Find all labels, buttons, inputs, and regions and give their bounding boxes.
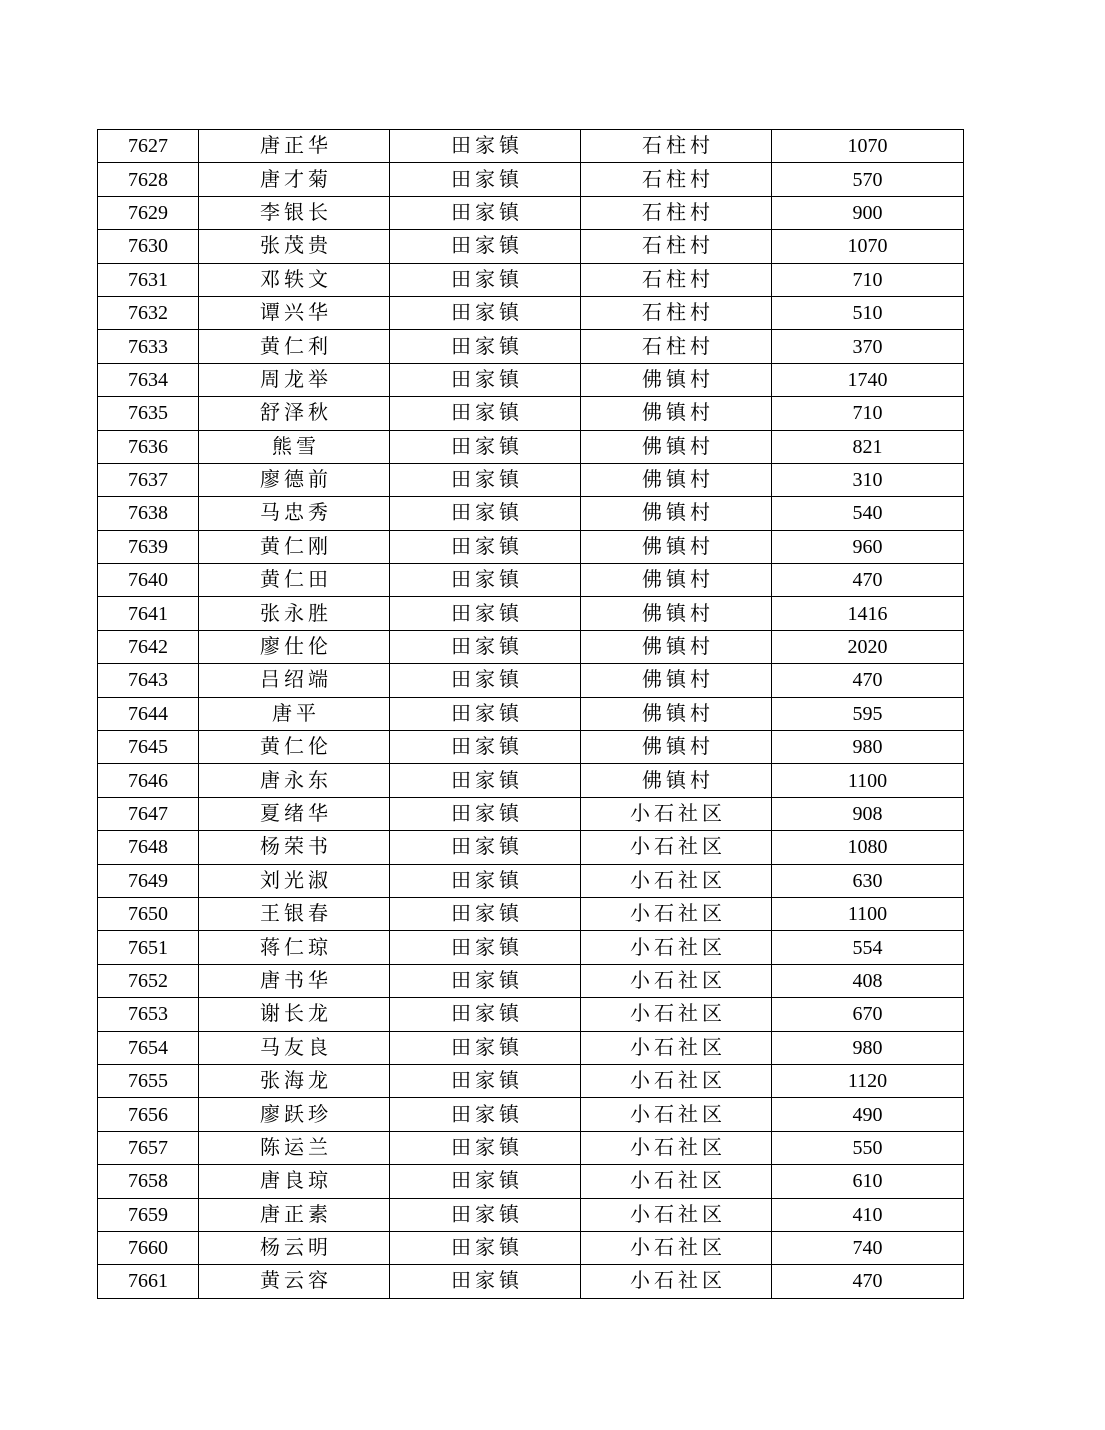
- cell-name: 杨荣书: [199, 831, 390, 864]
- cell-village: 石柱村: [581, 296, 772, 329]
- cell-name: 唐正华: [199, 130, 390, 163]
- cell-number: 7639: [98, 530, 199, 563]
- cell-number: 7635: [98, 397, 199, 430]
- table-row: [98, 897, 964, 930]
- cell-town: 田家镇: [390, 497, 581, 530]
- cell-number: 7650: [98, 897, 199, 930]
- cell-number: 7634: [98, 363, 199, 396]
- cell-number: 7629: [98, 196, 199, 229]
- cell-town: 田家镇: [390, 196, 581, 229]
- cell-village: 佛镇村: [581, 397, 772, 430]
- table-row: [98, 597, 964, 630]
- cell-village: 石柱村: [581, 263, 772, 296]
- cell-amount: 1120: [772, 1064, 964, 1097]
- cell-amount: 710: [772, 263, 964, 296]
- cell-town: 田家镇: [390, 1031, 581, 1064]
- cell-number: 7661: [98, 1265, 199, 1298]
- cell-town: 田家镇: [390, 664, 581, 697]
- cell-village: 小石社区: [581, 931, 772, 964]
- table-row: [98, 1198, 964, 1231]
- table-row: [98, 296, 964, 329]
- cell-name: 刘光淑: [199, 864, 390, 897]
- cell-number: 7643: [98, 664, 199, 697]
- cell-name: 黄云容: [199, 1265, 390, 1298]
- cell-number: 7644: [98, 697, 199, 730]
- table-row: [98, 497, 964, 530]
- cell-amount: 610: [772, 1165, 964, 1198]
- cell-number: 7657: [98, 1131, 199, 1164]
- cell-town: 田家镇: [390, 1165, 581, 1198]
- cell-number: 7637: [98, 463, 199, 496]
- cell-name: 廖跃珍: [199, 1098, 390, 1131]
- cell-amount: 980: [772, 1031, 964, 1064]
- cell-amount: 821: [772, 430, 964, 463]
- cell-name: 马忠秀: [199, 497, 390, 530]
- cell-amount: 470: [772, 664, 964, 697]
- cell-village: 石柱村: [581, 196, 772, 229]
- cell-name: 谢长龙: [199, 998, 390, 1031]
- cell-name: 唐才菊: [199, 163, 390, 196]
- cell-amount: 900: [772, 196, 964, 229]
- cell-name: 李银长: [199, 196, 390, 229]
- cell-amount: 310: [772, 463, 964, 496]
- cell-village: 佛镇村: [581, 430, 772, 463]
- cell-number: 7649: [98, 864, 199, 897]
- table-row: [98, 797, 964, 830]
- cell-village: 小石社区: [581, 1064, 772, 1097]
- cell-village: 小石社区: [581, 1198, 772, 1231]
- cell-number: 7632: [98, 296, 199, 329]
- cell-amount: 410: [772, 1198, 964, 1231]
- cell-town: 田家镇: [390, 296, 581, 329]
- cell-village: 佛镇村: [581, 463, 772, 496]
- data-table: [97, 129, 964, 1299]
- cell-village: 小石社区: [581, 1165, 772, 1198]
- cell-name: 唐平: [199, 697, 390, 730]
- cell-village: 小石社区: [581, 1031, 772, 1064]
- cell-number: 7645: [98, 731, 199, 764]
- cell-town: 田家镇: [390, 1131, 581, 1164]
- cell-village: 石柱村: [581, 163, 772, 196]
- cell-village: 小石社区: [581, 864, 772, 897]
- cell-town: 田家镇: [390, 864, 581, 897]
- cell-town: 田家镇: [390, 597, 581, 630]
- cell-town: 田家镇: [390, 463, 581, 496]
- cell-amount: 470: [772, 564, 964, 597]
- cell-village: 佛镇村: [581, 564, 772, 597]
- cell-amount: 554: [772, 931, 964, 964]
- cell-town: 田家镇: [390, 697, 581, 730]
- cell-name: 张茂贵: [199, 230, 390, 263]
- cell-number: 7654: [98, 1031, 199, 1064]
- cell-amount: 1416: [772, 597, 964, 630]
- cell-town: 田家镇: [390, 1231, 581, 1264]
- table-row: [98, 1231, 964, 1264]
- cell-number: 7633: [98, 330, 199, 363]
- cell-number: 7641: [98, 597, 199, 630]
- cell-amount: 740: [772, 1231, 964, 1264]
- cell-number: 7631: [98, 263, 199, 296]
- cell-name: 黄仁田: [199, 564, 390, 597]
- table-row: [98, 764, 964, 797]
- table-row: [98, 130, 964, 163]
- table-row: [98, 1064, 964, 1097]
- cell-number: 7628: [98, 163, 199, 196]
- cell-amount: 630: [772, 864, 964, 897]
- cell-town: 田家镇: [390, 363, 581, 396]
- cell-village: 小石社区: [581, 1265, 772, 1298]
- cell-amount: 370: [772, 330, 964, 363]
- cell-number: 7627: [98, 130, 199, 163]
- cell-amount: 908: [772, 797, 964, 830]
- cell-amount: 540: [772, 497, 964, 530]
- cell-amount: 510: [772, 296, 964, 329]
- cell-amount: 710: [772, 397, 964, 430]
- cell-name: 陈运兰: [199, 1131, 390, 1164]
- cell-name: 黄仁刚: [199, 530, 390, 563]
- cell-number: 7640: [98, 564, 199, 597]
- cell-town: 田家镇: [390, 931, 581, 964]
- table-row: [98, 697, 964, 730]
- table-row: [98, 630, 964, 663]
- cell-village: 小石社区: [581, 964, 772, 997]
- cell-town: 田家镇: [390, 731, 581, 764]
- cell-village: 小石社区: [581, 1231, 772, 1264]
- cell-number: 7655: [98, 1064, 199, 1097]
- table-row: [98, 1098, 964, 1131]
- cell-town: 田家镇: [390, 1098, 581, 1131]
- cell-village: 佛镇村: [581, 764, 772, 797]
- cell-town: 田家镇: [390, 998, 581, 1031]
- cell-name: 周龙举: [199, 363, 390, 396]
- table-row: [98, 330, 964, 363]
- cell-village: 小石社区: [581, 897, 772, 930]
- cell-name: 蒋仁琼: [199, 931, 390, 964]
- table-row: [98, 864, 964, 897]
- cell-name: 杨云明: [199, 1231, 390, 1264]
- cell-name: 唐书华: [199, 964, 390, 997]
- cell-town: 田家镇: [390, 263, 581, 296]
- table-row: [98, 1265, 964, 1298]
- table-row: [98, 397, 964, 430]
- table-row: [98, 931, 964, 964]
- cell-name: 张永胜: [199, 597, 390, 630]
- cell-number: 7638: [98, 497, 199, 530]
- cell-amount: 1100: [772, 764, 964, 797]
- table-row: [98, 1131, 964, 1164]
- cell-amount: 1740: [772, 363, 964, 396]
- cell-town: 田家镇: [390, 1265, 581, 1298]
- cell-name: 唐永东: [199, 764, 390, 797]
- table-row: [98, 1031, 964, 1064]
- cell-town: 田家镇: [390, 330, 581, 363]
- cell-town: 田家镇: [390, 1198, 581, 1231]
- cell-village: 小石社区: [581, 998, 772, 1031]
- cell-town: 田家镇: [390, 130, 581, 163]
- table-row: [98, 731, 964, 764]
- cell-village: 佛镇村: [581, 731, 772, 764]
- cell-number: 7642: [98, 630, 199, 663]
- table-row: [98, 430, 964, 463]
- cell-village: 佛镇村: [581, 530, 772, 563]
- cell-town: 田家镇: [390, 630, 581, 663]
- cell-town: 田家镇: [390, 964, 581, 997]
- cell-amount: 670: [772, 998, 964, 1031]
- cell-town: 田家镇: [390, 397, 581, 430]
- cell-amount: 1100: [772, 897, 964, 930]
- cell-name: 邓轶文: [199, 263, 390, 296]
- cell-town: 田家镇: [390, 530, 581, 563]
- table-body: [98, 130, 964, 1299]
- cell-number: 7647: [98, 797, 199, 830]
- cell-town: 田家镇: [390, 230, 581, 263]
- cell-village: 佛镇村: [581, 697, 772, 730]
- cell-name: 熊雪: [199, 430, 390, 463]
- cell-town: 田家镇: [390, 564, 581, 597]
- cell-name: 谭兴华: [199, 296, 390, 329]
- cell-village: 小石社区: [581, 1098, 772, 1131]
- cell-number: 7658: [98, 1165, 199, 1198]
- cell-name: 廖仕伦: [199, 630, 390, 663]
- table-row: [98, 163, 964, 196]
- table-row: [98, 530, 964, 563]
- cell-village: 佛镇村: [581, 630, 772, 663]
- cell-name: 马友良: [199, 1031, 390, 1064]
- cell-village: 小石社区: [581, 1131, 772, 1164]
- cell-amount: 595: [772, 697, 964, 730]
- cell-village: 石柱村: [581, 230, 772, 263]
- cell-name: 黄仁伦: [199, 731, 390, 764]
- table-row: [98, 831, 964, 864]
- cell-amount: 2020: [772, 630, 964, 663]
- table-row: [98, 463, 964, 496]
- cell-amount: 470: [772, 1265, 964, 1298]
- cell-amount: 960: [772, 530, 964, 563]
- cell-town: 田家镇: [390, 764, 581, 797]
- cell-village: 小石社区: [581, 797, 772, 830]
- cell-number: 7656: [98, 1098, 199, 1131]
- cell-number: 7651: [98, 931, 199, 964]
- cell-village: 佛镇村: [581, 597, 772, 630]
- cell-village: 佛镇村: [581, 664, 772, 697]
- table-row: [98, 964, 964, 997]
- table-row: [98, 196, 964, 229]
- cell-name: 舒泽秋: [199, 397, 390, 430]
- cell-name: 张海龙: [199, 1064, 390, 1097]
- cell-number: 7648: [98, 831, 199, 864]
- cell-amount: 550: [772, 1131, 964, 1164]
- cell-amount: 490: [772, 1098, 964, 1131]
- cell-village: 石柱村: [581, 330, 772, 363]
- table-row: [98, 230, 964, 263]
- table-row: [98, 664, 964, 697]
- cell-town: 田家镇: [390, 831, 581, 864]
- cell-number: 7659: [98, 1198, 199, 1231]
- cell-name: 吕绍端: [199, 664, 390, 697]
- cell-village: 石柱村: [581, 130, 772, 163]
- cell-name: 唐良琼: [199, 1165, 390, 1198]
- cell-town: 田家镇: [390, 163, 581, 196]
- table-row: [98, 564, 964, 597]
- table-row: [98, 263, 964, 296]
- cell-name: 王银春: [199, 897, 390, 930]
- cell-town: 田家镇: [390, 897, 581, 930]
- cell-town: 田家镇: [390, 430, 581, 463]
- cell-amount: 1070: [772, 130, 964, 163]
- cell-name: 黄仁利: [199, 330, 390, 363]
- cell-village: 佛镇村: [581, 497, 772, 530]
- cell-amount: 408: [772, 964, 964, 997]
- cell-number: 7630: [98, 230, 199, 263]
- cell-town: 田家镇: [390, 797, 581, 830]
- cell-amount: 570: [772, 163, 964, 196]
- cell-amount: 1070: [772, 230, 964, 263]
- cell-village: 小石社区: [581, 831, 772, 864]
- cell-number: 7646: [98, 764, 199, 797]
- cell-number: 7653: [98, 998, 199, 1031]
- cell-name: 唐正素: [199, 1198, 390, 1231]
- cell-number: 7652: [98, 964, 199, 997]
- cell-amount: 980: [772, 731, 964, 764]
- cell-name: 廖德前: [199, 463, 390, 496]
- table-row: [98, 998, 964, 1031]
- table-row: [98, 363, 964, 396]
- cell-town: 田家镇: [390, 1064, 581, 1097]
- cell-number: 7636: [98, 430, 199, 463]
- cell-number: 7660: [98, 1231, 199, 1264]
- cell-amount: 1080: [772, 831, 964, 864]
- table-row: [98, 1165, 964, 1198]
- cell-name: 夏绪华: [199, 797, 390, 830]
- cell-village: 佛镇村: [581, 363, 772, 396]
